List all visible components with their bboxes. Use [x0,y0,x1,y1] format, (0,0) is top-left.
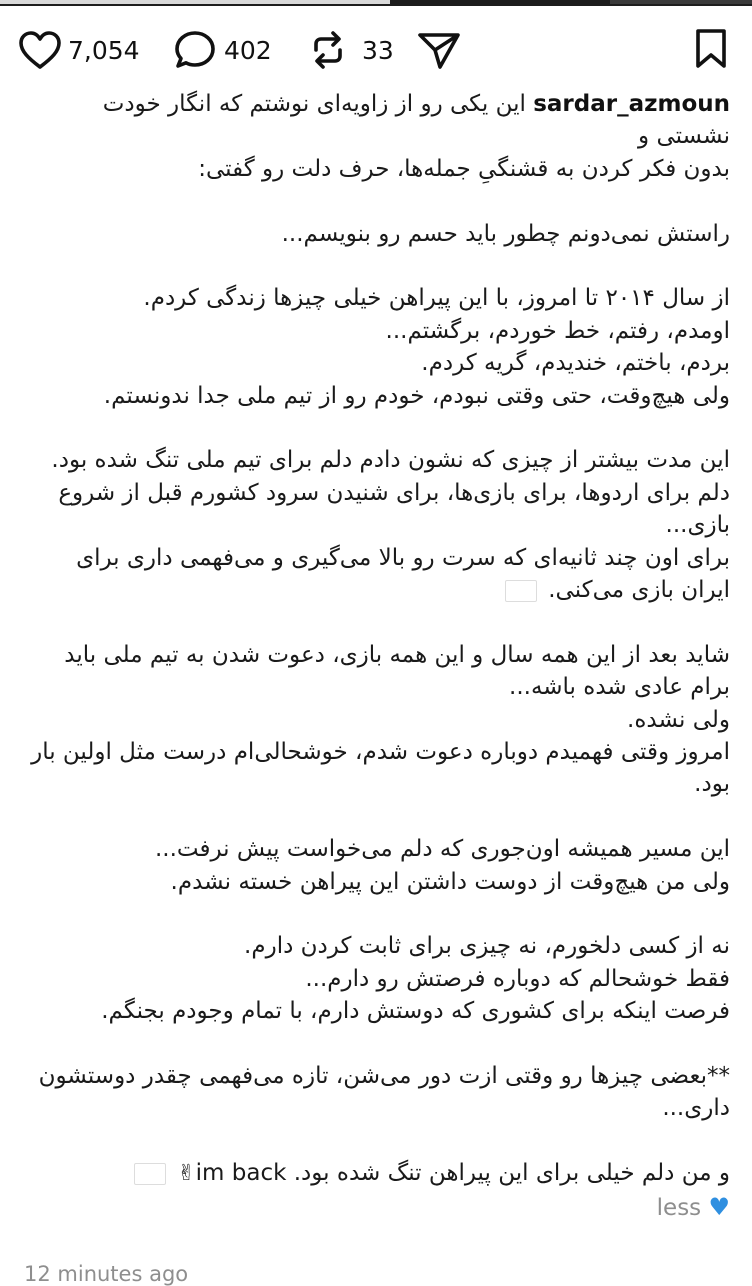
caption-line: بدون فکر کردن به قشنگیِ جمله‌ها، حرف دلت رو گفتی: [198,155,730,182]
like-count: 7,054 [68,35,140,65]
caption-line: این مسیر همیشه اون‌جوری که دلم می‌خواست پیش نرفت... [154,836,730,863]
save-button[interactable] [694,28,728,74]
like-button[interactable] [18,26,140,74]
caption-line: راستش نمی‌دونم چطور باید حسم رو بنویسم... [281,220,730,247]
caption-intro [22,88,730,153]
repost-arrows-icon [308,28,348,72]
caption-line: این مدت بیشتر از چیزی که نشون دادم دلم برای تیم ملی تنگ شده بود. [51,447,730,474]
caption-line: این یکی رو از زاویه‌ای نوشتم که انگار خودت نشستی و [102,91,730,150]
post-timestamp: 12 minutes ago [24,1262,189,1286]
post-caption [22,88,730,1224]
comment-count: 402 [224,35,272,65]
speech-bubble-icon [174,29,218,71]
caption-line: **بعضی چیزها رو وقتی ازت دور می‌شن، تازه می‌فهمی چقدر دوستشون داری... [38,1063,730,1122]
caption-line: از سال ۲۰۱۴ تا امروز، با این پیراهن خیلی چیزها زندگی کردم. [143,285,730,312]
iran-flag-icon [505,580,537,602]
caption-line: ولی نشده. [627,706,730,733]
iran-flag-icon [134,1163,166,1185]
bookmark-icon [694,55,728,74]
caption-line: ولی من هیچ‌وقت از دوست داشتن این پیراهن خسته نشدم. [170,868,730,895]
caption-line: بردم، باختم، خندیدم، گریه کردم. [421,350,730,377]
comment-button[interactable] [174,26,272,74]
caption-line: اومدم، رفتم، خط خوردم، برگشتم... [385,317,730,344]
caption-line: شاید بعد از این همه سال و این همه بازی، دعوت شدن به تیم ملی باید برام عادی شده باشه... [64,641,730,701]
share-button[interactable] [416,26,462,74]
caption-latin: im back [195,1160,287,1187]
caption-line: فرصت اینکه برای کشوری که دوستش دارم، با تمام وجودم بجنگم. [101,998,730,1025]
post-action-bar [18,26,732,74]
username-link[interactable]: sardar_azmoun [533,91,730,117]
caption-line: دلم برای اردوها، برای بازی‌ها، برای شنیدن سرود کشورم قبل از شروع بازی... [58,479,730,539]
caption-line: نه از کسی دلخورم، نه چیزی برای ثابت کردن دارم. [244,933,730,960]
caption-line: امروز وقتی فهمیدم دوباره دعوت شدم، خوشحالی‌ام درست مثل اولین بار بود. [31,739,730,798]
paper-plane-icon [416,28,462,72]
less-toggle[interactable]: less [656,1194,702,1221]
repost-button[interactable] [308,26,394,74]
caption-line: فقط خوشحالم که دوباره فرصتش رو دارم... [305,965,730,992]
heart-outline-icon [18,30,62,70]
repost-count: 33 [362,35,394,65]
peace-hand-icon: ✌ [177,1161,196,1187]
top-edge [0,0,752,6]
caption-line: برای اون چند ثانیه‌ای که سرت رو بالا می‌گیری و می‌فهمی داری برای ایران بازی می‌کنی. [76,544,730,604]
caption-final-line: و من دلم خیلی برای این پیراهن تنگ شده بود. im back✌ [22,1157,730,1190]
blue-heart-icon: ♥ [708,1192,730,1221]
caption-line: ولی هیچ‌وقت، حتی وقتی نبودم، خودم رو از تیم ملی جدا ندونستم. [103,382,730,409]
